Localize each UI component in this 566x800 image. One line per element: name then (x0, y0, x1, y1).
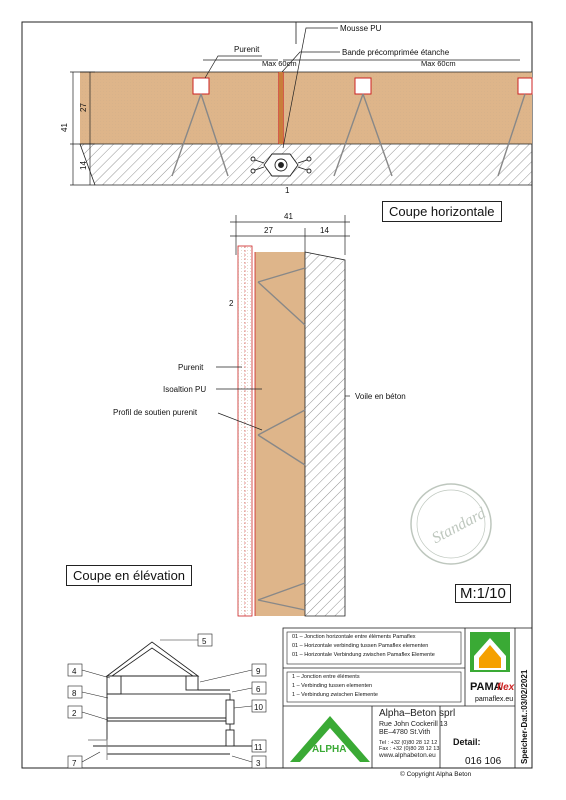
elevation-section (113, 212, 406, 616)
stamp-text: Standard (429, 504, 489, 548)
dim-top-27: 27 (79, 103, 88, 112)
company-web: www.alphabeton.eu (379, 752, 436, 759)
desc2-line-nl: 1 – Verbinding tussen elementen (292, 683, 373, 689)
label-isolation: Isoaltion PU (163, 385, 207, 394)
label-max-left: Max 60cm (262, 59, 297, 68)
callout-5: 5 (202, 637, 207, 646)
desc2-line-de: 1 – Verbindung zwischen Elemente (292, 692, 378, 698)
detail-label: Detail: (453, 737, 481, 747)
standard-stamp (411, 484, 491, 564)
detail-number: 016 106 (465, 756, 502, 767)
callout-9: 9 (256, 667, 261, 676)
desc-line-fr: 01 – Jonction horizontale entre éléments Pamaflex (292, 634, 416, 640)
brand-pama: PAMA (470, 681, 502, 693)
pamaflex-logo (470, 632, 510, 672)
date-vertical: Speicher-Dat.:03/02/2021 (520, 669, 529, 764)
company-name: Alpha–Beton sprl (379, 708, 456, 719)
description-box-2 (292, 673, 378, 700)
brand-web: pamaflex.eu (475, 696, 514, 703)
company-tel: Tel : +32 (0)80 28 12 12 (379, 740, 438, 746)
dim-top-41: 41 (60, 123, 69, 132)
callout-3: 3 (256, 759, 261, 768)
callout-8: 8 (72, 689, 77, 698)
label-purenit-top: Purenit (234, 45, 260, 54)
house-sketch (88, 642, 255, 760)
horizontal-section (60, 24, 532, 195)
label-max-right: Max 60cm (421, 59, 456, 68)
title-coupe-elevation: Coupe en élévation (66, 565, 192, 586)
dim-elev-2: 2 (229, 299, 234, 308)
label-bande: Bande précomprimée étanche (342, 48, 450, 57)
house-callout-numbers (72, 637, 263, 768)
callout-2: 2 (72, 709, 77, 718)
desc-line-nl: 01 – Horizontale verbinding tussen Pamaflex elementen (292, 643, 429, 649)
desc2-line-fr: 1 – Jonction entre éléments (292, 674, 360, 680)
dim-elev-41: 41 (284, 212, 293, 221)
title-coupe-horizontale: Coupe horizontale (382, 201, 502, 222)
description-box-1 (292, 633, 435, 660)
company-city: BE–4780 St.Vith (379, 729, 431, 736)
house-callouts (68, 634, 266, 768)
label-voile: Voile en béton (355, 392, 406, 401)
copyright: © Copyright Alpha Beton (400, 771, 472, 778)
svg-text:ALPHA: ALPHA (312, 744, 347, 755)
brand-flex: flex (497, 682, 515, 693)
company-fax: Fax : +32 (0)80 28 12 13 (379, 746, 440, 752)
desc-line-de: 01 – Horizontale Verbindung zwischen Pamaflex Elemente (292, 652, 435, 658)
alpha-beton-logo (290, 716, 370, 762)
dim-top-14: 14 (79, 161, 88, 170)
scale-label: M:1/10 (455, 584, 511, 603)
callout-7: 7 (72, 759, 77, 768)
dim-top-1: 1 (285, 186, 290, 195)
callout-10: 10 (254, 703, 263, 712)
callout-11: 11 (254, 743, 263, 752)
label-purenit-elev: Purenit (178, 363, 204, 372)
callout-6: 6 (256, 685, 261, 694)
label-mousse-pu: Mousse PU (340, 24, 382, 33)
callout-4: 4 (72, 667, 77, 676)
label-profil: Profil de soutien purenit (113, 408, 198, 417)
dim-elev-14: 14 (320, 226, 329, 235)
company-street: Rue John Cockerill 13 (379, 721, 448, 728)
dim-elev-27: 27 (264, 226, 273, 235)
